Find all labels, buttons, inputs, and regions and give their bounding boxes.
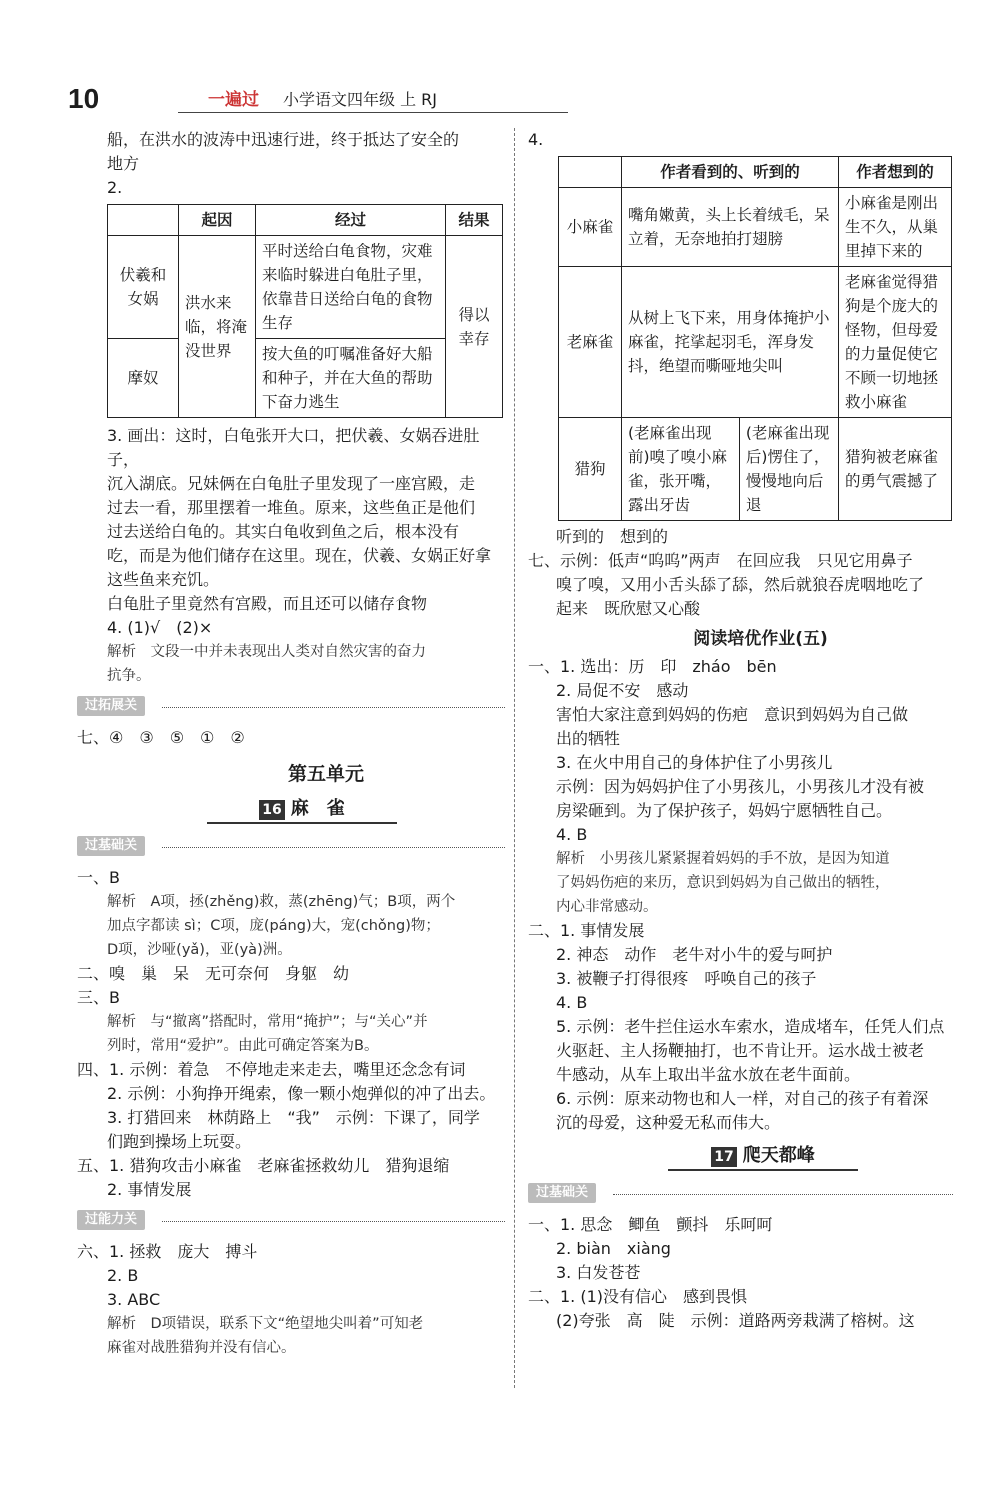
text-line: 过去送给白龟的。其实白龟收到鱼之后，根本没有 <box>107 522 460 541</box>
text-line: 火驱赶、主人扬鞭抽打，也不肯让开。运水战士被老 <box>556 1041 925 1060</box>
text-line: 2. 示例：小狗挣开绳索，像一颗小炮弹似的冲了出去。 <box>107 1084 496 1103</box>
table-cell: 老麻雀 <box>559 267 622 418</box>
table-cell: (老麻雀出现前)嗅了嗅小麻雀，张开嘴，露出牙齿 <box>622 418 740 521</box>
text-line: 6. 示例：原来动物也和人一样，对自己的孩子有着深 <box>556 1089 929 1108</box>
text-line: 听到的 想到的 <box>556 527 669 546</box>
text-line: 2. 局促不安 感动 <box>556 681 689 700</box>
table-cell: 伏羲和女娲 <box>108 236 179 339</box>
table-header: 起因 <box>179 205 256 236</box>
text-line: 二、嗅 巢 呆 无可奈何 身躯 幼 <box>77 964 350 983</box>
text-line: 沉的母爱，这种爱无私而伟大。 <box>556 1113 781 1132</box>
text-line: (2)夸张 高 陡 示例：道路两旁栽满了榕树。这 <box>556 1311 915 1330</box>
page-header <box>68 84 508 114</box>
table-header: 作者想到的 <box>839 157 952 188</box>
text-line: 吃，而是为他们储存在这里。现在，伏羲、女娲正好拿 <box>107 546 492 565</box>
text-line: 一、1. 选出：历 印 zháo bēn <box>528 657 777 676</box>
answer-table-1 <box>107 204 503 418</box>
table-cell: 猎狗 <box>559 418 622 521</box>
table-cell: 猎狗被老麻雀的勇气震撼了 <box>839 418 952 521</box>
text-line: 三、B <box>77 988 120 1007</box>
text-line: 3. 打猎回来 林荫路上 “我” 示例：下课了，同学 <box>107 1108 480 1127</box>
text-line: 害怕大家注意到妈妈的伤疤 意识到妈妈为自己做 <box>556 705 909 724</box>
lesson-title: 爬天都峰 <box>742 1145 815 1166</box>
table-header: 作者看到的、听到的 <box>622 157 839 188</box>
text-line: 4. B <box>556 993 588 1012</box>
table-header: 结果 <box>446 205 503 236</box>
right-column <box>528 128 953 1333</box>
text-line: 示例：因为妈妈护住了小男孩儿，小男孩儿才没有被 <box>556 777 925 796</box>
text-line: 5. 示例：老牛拦住运水车索水，造成堵车，任凭人们点 <box>556 1017 945 1036</box>
book-subtitle: 小学语文四年级 上 RJ <box>283 90 438 109</box>
table-header <box>108 205 179 236</box>
table-header: 经过 <box>256 205 446 236</box>
text-line: 二、1. 事情发展 <box>528 921 645 940</box>
table-cell: 嘴角嫩黄，头上长着绒毛，呆立着，无奈地拍打翅膀 <box>622 188 839 267</box>
text-line: 嗅了嗅，又用小舌头舔了舔，然后就狼吞虎咽地吃了 <box>556 575 925 594</box>
text-line: 2. 事情发展 <box>107 1180 192 1199</box>
analysis-note: D项，沙哑(yǎ)，亚(yà)洲。 <box>107 942 292 958</box>
text-line: 这些鱼来充饥。 <box>107 570 220 589</box>
column-divider <box>514 128 515 1388</box>
text-line: 2. B <box>107 1266 139 1285</box>
analysis-note: 解析 文段一中并未表现出人类对自然灾害的奋力 <box>107 644 426 660</box>
text-line: 白龟肚子里竟然有宫殿，而且还可以储存食物 <box>107 594 428 613</box>
text-line: 五、1. 猎狗攻击小麻雀 老麻雀拯救幼儿 猎狗退缩 <box>77 1156 450 1175</box>
section-label: 过基础关 <box>528 1183 596 1203</box>
text-line: 3. ABC <box>107 1290 161 1309</box>
section-banner <box>85 694 505 722</box>
lesson-number: 17 <box>711 1147 736 1167</box>
table-cell: (老麻雀出现后)愣住了，慢慢地向后退 <box>739 418 838 521</box>
table-cell: 按大鱼的叮嘱准备好大船和种子，并在大鱼的帮助下奋力逃生 <box>256 339 446 418</box>
text-line: 牛感动，从车上取出半盆水放在老牛面前。 <box>556 1065 861 1084</box>
left-column <box>77 128 505 1360</box>
analysis-note: 解析 与“撤离”搭配时，常用“掩护”；与“关心”并 <box>107 1014 428 1030</box>
text-line: 房梁砸到。为了保护孩子，妈妈宁愿牺牲自己。 <box>556 801 893 820</box>
text-line: 2. biàn xiàng <box>556 1239 671 1258</box>
text-line: 2. 神态 动作 老牛对小牛的爱与呵护 <box>556 945 833 964</box>
page-number: 10 <box>68 83 100 114</box>
brand-logo: 一遍过 <box>208 90 259 110</box>
text-line: 4. B <box>556 825 588 844</box>
unit-title: 第五单元 <box>287 763 364 785</box>
analysis-note: 解析 A项，拯(zhěng)救，蒸(zhēng)气；B项，两个 <box>107 894 456 910</box>
section-label: 过基础关 <box>77 836 145 856</box>
section-label: 过拓展关 <box>77 696 145 716</box>
text-line: 四、1. 示例：着急 不停地走来走去，嘴里还念念有词 <box>77 1060 466 1079</box>
analysis-note: 解析 小男孩儿紧紧握着妈妈的手不放，是因为知道 <box>556 851 890 867</box>
analysis-note: 内心非常感动。 <box>556 899 658 915</box>
text-line: 一、1. 思念 鲫鱼 颤抖 乐呵呵 <box>528 1215 773 1234</box>
text-line: 地方 <box>107 154 140 173</box>
analysis-note: 加点字都读 sì；C项，庞(páng)大，宠(chǒng)物； <box>107 918 440 934</box>
table-cell: 摩奴 <box>108 339 179 418</box>
text-line: 一、B <box>77 868 120 887</box>
text-line: 七、示例：低声“呜呜”两声 在回应我 只见它用鼻子 <box>528 551 913 570</box>
text-line: 七、④ ③ ⑤ ① ② <box>77 728 245 747</box>
text-line: 3. 被鞭子打得很疼 呼唤自己的孩子 <box>556 969 817 988</box>
text-line: 船，在洪水的波涛中迅速行进，终于抵达了安全的 <box>107 130 460 149</box>
table-cell: 从树上飞下来，用身体掩护小麻雀，挓挲起羽毛，浑身发抖，绝望而嘶哑地尖叫 <box>622 267 839 418</box>
text-line: 二、1. (1)没有信心 感到畏惧 <box>528 1287 748 1306</box>
text-line: 们跑到操场上玩耍。 <box>107 1132 252 1151</box>
homework-title: 阅读培优作业(五) <box>693 629 828 649</box>
text-line: 过去一看，那里摆着一堆鱼。原来，这些鱼正是他们 <box>107 498 476 517</box>
lesson-heading <box>107 794 505 828</box>
table-cell: 得以幸存 <box>446 236 503 418</box>
text-line: 3. 在火中用自己的身体护住了小男孩儿 <box>556 753 833 772</box>
table-cell: 小麻雀是刚出生不久，从巢里掉下来的 <box>839 188 952 267</box>
lesson-title: 麻 雀 <box>290 798 345 819</box>
analysis-note: 抗争。 <box>107 668 151 684</box>
analysis-note: 了妈妈伤疤的来历，意识到妈妈为自己做出的牺牲， <box>556 875 890 891</box>
lesson-heading <box>528 1141 953 1175</box>
table-cell: 小麻雀 <box>559 188 622 267</box>
text-line: 出的牺牲 <box>556 729 621 748</box>
text-line: 起来 既欣慰又心酸 <box>556 599 701 618</box>
section-banner <box>536 1181 953 1209</box>
question-label: 2. <box>107 178 123 197</box>
table-cell: 洪水来临，将淹没世界 <box>179 236 256 418</box>
text-line: 六、1. 拯救 庞大 搏斗 <box>77 1242 258 1261</box>
table-cell: 平时送给白龟食物，灾难来临时躲进白龟肚子里，依靠昔日送给白龟的食物生存 <box>256 236 446 339</box>
table-header <box>559 157 622 188</box>
question-label: 4. <box>528 130 544 149</box>
analysis-note: 列时，常用“爱护”。由此可确定答案为B。 <box>107 1038 379 1054</box>
text-line: 3. 画出：这时，白龟张开大口，把伏羲、女娲吞进肚子， <box>107 426 480 469</box>
text-line: 3. 白发苍苍 <box>556 1263 641 1282</box>
header-rule <box>178 112 568 113</box>
section-banner <box>85 834 505 862</box>
text-line: 4. (1)√ (2)× <box>107 618 213 637</box>
analysis-note: 麻雀对战胜猎狗并没有信心。 <box>107 1340 296 1356</box>
section-label: 过能力关 <box>77 1210 145 1230</box>
table-cell: 老麻雀觉得猎狗是个庞大的怪物，但母爱的力量促使它不顾一切地拯救小麻雀 <box>839 267 952 418</box>
lesson-number: 16 <box>259 800 284 820</box>
analysis-note: 解析 D项错误，联系下文“绝望地尖叫着”可知老 <box>107 1316 424 1332</box>
section-banner <box>85 1208 505 1236</box>
text-line: 沉入湖底。兄妹俩在白龟肚子里发现了一座宫殿，走 <box>107 474 476 493</box>
answer-table-2 <box>558 156 952 521</box>
